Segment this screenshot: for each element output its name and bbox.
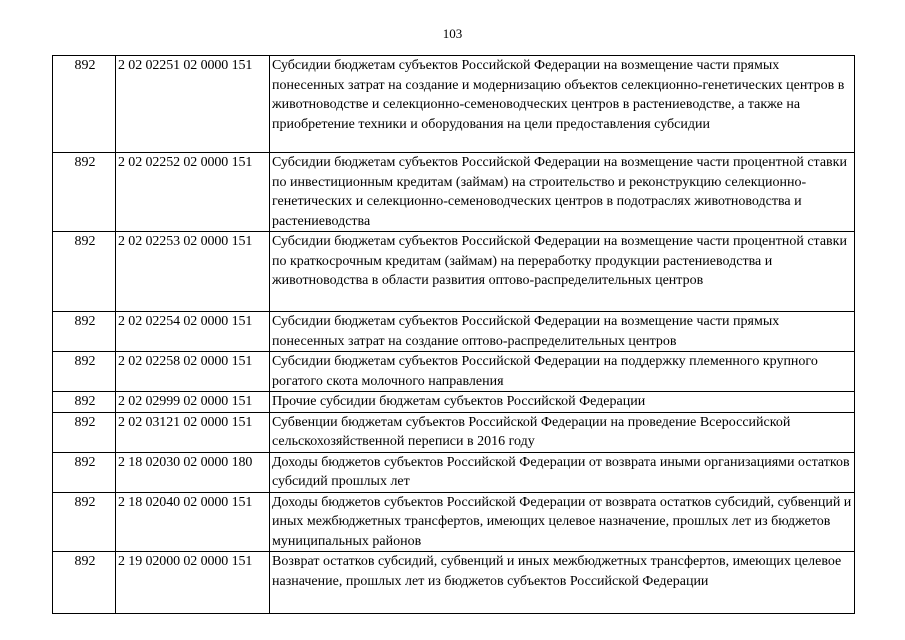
page-number: 103 (442, 26, 463, 41)
revenue-code-cell: 2 02 02251 02 0000 151 (116, 56, 270, 153)
administrator-code-cell: 892 (53, 392, 116, 413)
table-row (53, 312, 855, 352)
revenue-code-cell: 2 19 02000 02 0000 151 (116, 552, 270, 614)
revenue-name-cell: Доходы бюджетов субъектов Российской Федерации от возврата остатков субсидий, субвенций и иных межбюджетных трансфертов, имеющих целевое назначение, прошлых лет из бюджетов муниципальных районов (270, 492, 855, 552)
revenue-code-cell: 2 02 02254 02 0000 151 (116, 312, 270, 352)
budget-classification-table (52, 55, 855, 614)
table-row (53, 392, 855, 413)
revenue-code-cell: 2 18 02030 02 0000 180 (116, 452, 270, 492)
table-row (53, 153, 855, 232)
administrator-code-cell: 892 (53, 312, 116, 352)
revenue-name-cell: Субсидии бюджетам субъектов Российской Федерации на возмещение части прямых понесенных затрат на создание оптово-распределительных центров (270, 312, 855, 352)
revenue-name-cell: Субсидии бюджетам субъектов Российской Федерации на возмещение части процентной ставки по краткосрочным кредитам (займам) на переработку продукции растениеводства и животноводства в области развития оптово-распределительных центров (270, 232, 855, 312)
revenue-name-cell: Субсидии бюджетам субъектов Российской Федерации на поддержку племенного крупного рогатого скота молочного направления (270, 352, 855, 392)
administrator-code-cell: 892 (53, 452, 116, 492)
revenue-code-cell: 2 02 02258 02 0000 151 (116, 352, 270, 392)
administrator-code-cell: 892 (53, 492, 116, 552)
revenue-name-cell: Субсидии бюджетам субъектов Российской Федерации на возмещение части прямых понесенных затрат на создание и модернизацию объектов селекционно-генетических центров в животноводстве и селекционно-семеноводческих центров в растениеводстве, а также на приобретение техники и оборудования на цели предоставления субсидии (270, 56, 855, 153)
table-row (53, 412, 855, 452)
revenue-code-cell: 2 02 02252 02 0000 151 (116, 153, 270, 232)
administrator-code-cell: 892 (53, 552, 116, 614)
revenue-name-cell: Доходы бюджетов субъектов Российской Федерации от возврата иными организациями остатков субсидий прошлых лет (270, 452, 855, 492)
table-row (53, 492, 855, 552)
administrator-code-cell: 892 (53, 352, 116, 392)
administrator-code-cell: 892 (53, 153, 116, 232)
table-row (53, 452, 855, 492)
revenue-name-cell: Субсидии бюджетам субъектов Российской Федерации на возмещение части процентной ставки по инвестиционным кредитам (займам) на строительство и реконструкцию селекционно-генетических и селекционно-семеноводческих центров в подотраслях животноводства и растениеводства (270, 153, 855, 232)
administrator-code-cell: 892 (53, 232, 116, 312)
administrator-code-cell: 892 (53, 56, 116, 153)
revenue-code-cell: 2 02 03121 02 0000 151 (116, 412, 270, 452)
revenue-name-cell: Субвенции бюджетам субъектов Российской Федерации на проведение Всероссийской сельскохозяйственной переписи в 2016 году (270, 412, 855, 452)
table-row (53, 232, 855, 312)
revenue-name-cell: Прочие субсидии бюджетам субъектов Российской Федерации (270, 392, 855, 413)
revenue-code-cell: 2 02 02999 02 0000 151 (116, 392, 270, 413)
revenue-code-cell: 2 02 02253 02 0000 151 (116, 232, 270, 312)
table-row (53, 552, 855, 614)
table-row (53, 56, 855, 153)
table-row (53, 352, 855, 392)
administrator-code-cell: 892 (53, 412, 116, 452)
revenue-code-cell: 2 18 02040 02 0000 151 (116, 492, 270, 552)
revenue-name-cell: Возврат остатков субсидий, субвенций и иных межбюджетных трансфертов, имеющих целевое назначение, прошлых лет из бюджетов субъектов Российской Федерации (270, 552, 855, 614)
